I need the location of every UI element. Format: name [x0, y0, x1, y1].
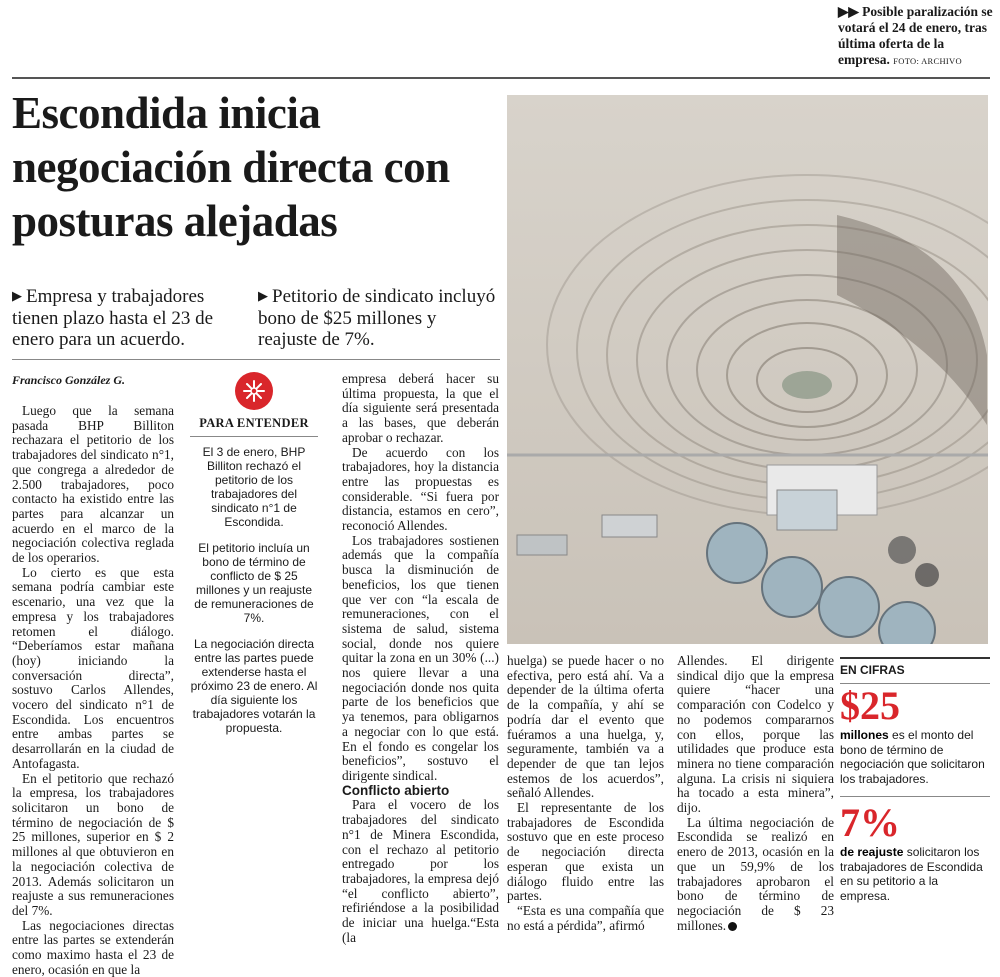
paragraph	[677, 816, 834, 934]
paragraph: El representante de los trabajadores de Escondida sostuvo que en este proceso de negociación directa esperan que exista un diálogo fluido entre las partes.	[507, 800, 664, 904]
deck-2	[258, 286, 498, 350]
figure-big: $25	[840, 683, 900, 728]
end-mark-icon	[728, 922, 737, 931]
para-entender-item: El petitorio incluía un bono de término de conflicto de $ 25 millones y un reajuste de remuneraciones de 7%.	[194, 541, 314, 625]
article-column-5	[677, 654, 834, 933]
para-entender-box	[190, 372, 318, 747]
figure-text	[840, 845, 990, 903]
caption-text: Posible paralización se votará el 24 de enero, tras última oferta de la empresa.	[838, 4, 993, 67]
paragraph: Para el vocero de los trabajadores del sindicato n°1 de Minera Escondida, con el rechazo al petitorio entregado por los trabajadores, la empresa dejó “el conflicto abierto”, refiriéndose a la posibilidad de iniciar una huelga.“Esta (la	[342, 797, 499, 945]
article-column-1	[12, 404, 174, 977]
deck-1-text: Empresa y trabajadores tienen plazo hasta el 23 de enero para un acuerdo.	[12, 286, 214, 350]
photo-caption	[838, 4, 996, 69]
figure-desc: solicitaron los trabajadores de Escondida en su petitorio a la empresa.	[840, 845, 983, 903]
en-cifras-title: EN CIFRAS	[840, 657, 990, 684]
paragraph-text: La última negociación de Escondida se realizó en enero de 2013, ocasión en la que un 59,9% de los trabajadores aprobaron el bono de término de negociación de $ 23 millones.	[677, 814, 834, 933]
article-column-4	[507, 654, 664, 933]
double-arrow-icon: ▶▶	[838, 4, 863, 19]
photo-credit: FOTO: ARCHIVO	[893, 56, 962, 66]
subheading: Conflicto abierto	[342, 782, 450, 798]
mine-photo	[507, 95, 988, 644]
figure-big: 7%	[840, 800, 900, 845]
paragraph: huelga) se puede hacer o no efectiva, pero está ahí. Va a depender de la última oferta de la compañía, y ahí se podría dar el evento que fuéramos a una huelga, y, seguramente, también va a depender de que tan lejos estemos de los acuerdos”, señaló Allendes.	[507, 653, 664, 801]
divider	[840, 796, 990, 797]
headline: Escondida inicia negociación directa con posturas alejadas	[12, 88, 450, 246]
triangle-icon: ▶	[12, 288, 22, 303]
figure-desc: es el monto del bono de término de negociación que solicitaron los trabajadores.	[840, 728, 985, 786]
paragraph: Lo cierto es que esta semana podría cambiar este escenario, una vez que la empresa y los trabajadores retomen el diálogo. “Deberíamos estar mañana (hoy) iniciando la conversación directa”, sostuvo Carlos Allendes, vocero del sindicato n°1 de Escondida. Los encuentros entre ambas partes se desarrollarán en la ciudad de Antofagasta.	[12, 564, 174, 771]
byline: Francisco González G.	[12, 373, 126, 387]
star-icon	[235, 372, 273, 410]
paragraph: Allendes. El dirigente sindical dijo que la empresa quiere “hacer una comparación con Codelco y no podemos compararnos con ellos, porque las utilidades que produce esta minera no tiene comparación alguna. La crisis ni siquiera ha tocado a esta minera”, dijo.	[677, 653, 834, 816]
deck-2-text: Petitorio de sindicato incluyó bono de $25 millones y reajuste de 7%.	[258, 286, 496, 350]
top-rule	[12, 77, 990, 79]
para-entender-title: PARA ENTENDER	[190, 416, 318, 437]
section-rule	[12, 359, 500, 360]
para-entender-item: El 3 de enero, BHP Billiton rechazó el petitorio de los trabajadores del sindicato n°1 de Escondida.	[202, 445, 306, 529]
figure-text	[840, 728, 990, 786]
article-column-3	[342, 372, 499, 945]
paragraph: “Esta es una compañía que no está a pérdida”, afirmó	[507, 902, 664, 933]
para-entender-item: La negociación directa entre las partes puede extenderse hasta el próximo 23 de enero. Al día siguiente los trabajadores votarán la propuesta.	[190, 637, 318, 735]
paragraph: empresa deberá hacer su última propuesta, la que el día siguiente será presentada a las bases, que deberán aprobar o rechazar.	[342, 371, 499, 445]
deck-1	[12, 286, 247, 350]
paragraph: De acuerdo con los trabajadores, hoy la distancia entre las propuestas es considerable. “Si fuera por distancia, estamos en cero”, reconoció Allendes.	[342, 444, 499, 534]
triangle-icon: ▶	[258, 288, 268, 303]
figure-bold: millones	[840, 728, 889, 742]
figure-bold: de reajuste	[840, 845, 904, 859]
en-cifras-box	[840, 657, 990, 903]
paragraph: Luego que la semana pasada BHP Billiton rechazara el petitorio de los trabajadores del sindicato n°1, que congrega a alrededor de 2.500 trabajadores, poco contacto ha existido entre las partes para alcanzar un acuerdo en el marco de la negociación colectiva reglada de los operarios.	[12, 403, 174, 566]
paragraph: Las negociaciones directas entre las partes se extenderán como maximo hasta el 23 de enero, ocasión en que la	[12, 917, 174, 977]
paragraph: Los trabajadores sostienen además que la compañía busca la disminución de beneficios, los que tienen que ver con “la escala de remuneraciones, con el sistema de salud, sistema social, donde nos quiere quitar la zona en un 30% (...) nos quiere llevar a una negociación donde nos quita parte de los beneficios que ya tenemos, para obligarnos a negociar con lo que está. En el fondo es congelar los beneficios”, sostuvo el dirigente sindical.	[342, 532, 499, 783]
paragraph: En el petitorio que rechazó la empresa, los trabajadores solicitaron un bono de término de negociación de $ 25 millones, superior en $ 2 millones al que obtuvieron en la negociación colectiva de 2013. Además solicitaron un reajuste a sus remuneraciones del 7%.	[12, 770, 174, 918]
